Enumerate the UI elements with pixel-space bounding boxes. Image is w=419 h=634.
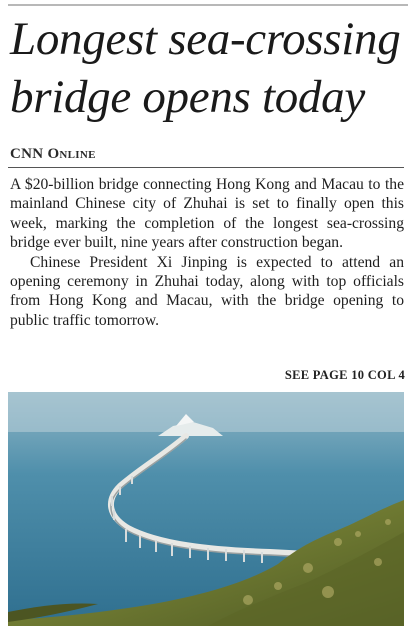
- article-paragraph-1: A $20-billion bridge connecting Hong Kong and Macau to the mainland Chinese city of Zhuhai is set to finally open this week, marking the completion of the longest sea-crossing bridge ever built, nine years after construction began.: [10, 176, 404, 252]
- byline-divider: [8, 167, 404, 168]
- article-body: [10, 175, 404, 330]
- article-byline: CNN Online: [10, 146, 96, 162]
- see-page-reference: SEE PAGE 10 COL 4: [284, 368, 405, 382]
- article-headline: Longest sea-crossing bridge opens today: [10, 13, 401, 123]
- article-paragraph-2: Chinese President Xi Jinping is expected to attend an opening ceremony in Zhuhai today, along with top officials from Hong Kong and Macau, with the bridge opening to public traffic tomorrow.: [10, 253, 404, 329]
- bridge-photo: [8, 392, 404, 626]
- top-rule: [8, 4, 408, 6]
- bridge-photo-illustration: [8, 392, 404, 626]
